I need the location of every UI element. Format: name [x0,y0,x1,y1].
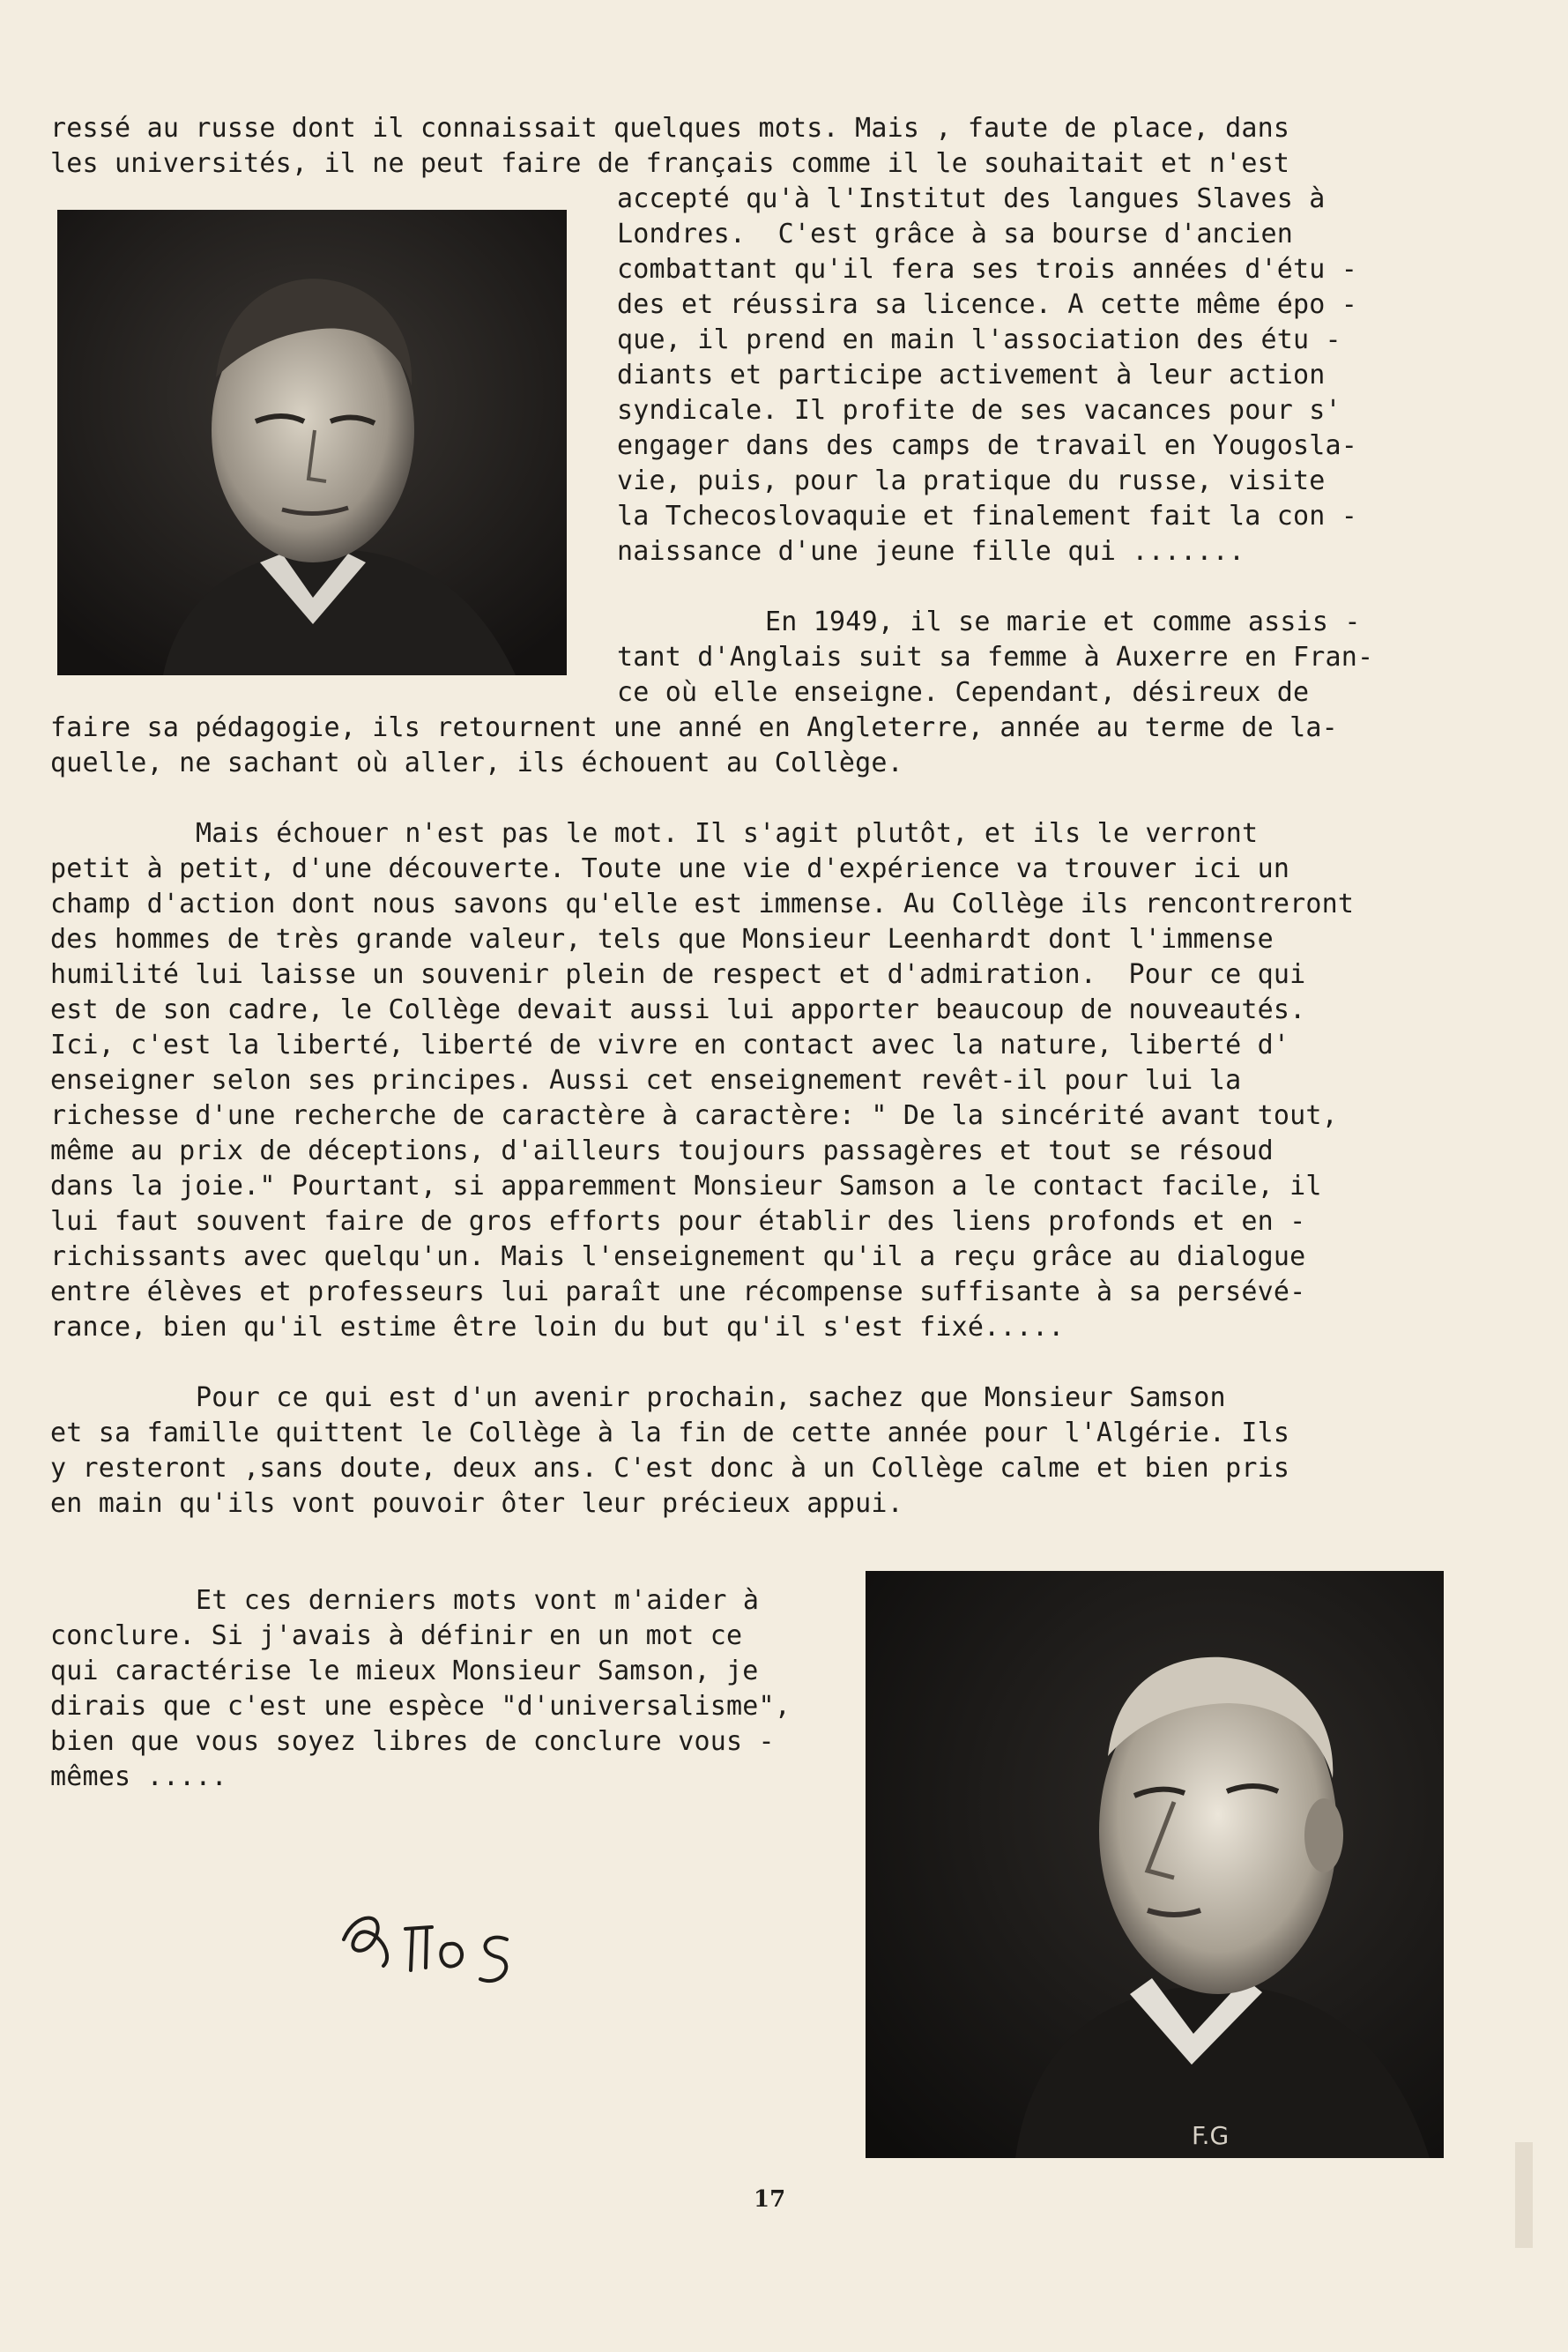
text-line: qui caractérise le mieux Monsieur Samson, je [50,1656,759,1686]
text-line: Mais échouer n'est pas le mot. Il s'agit plutôt, et ils le verront [196,818,1259,849]
text-line: dirais que c'est une espèce "d'universalisme", [50,1691,791,1722]
text-line: quelle, ne sachant où aller, ils échouent au Collège. [50,748,903,778]
text-line: dans la joie." Pourtant, si apparemment Monsieur Samson a le contact facile, il [50,1171,1322,1202]
text-line: Et ces derniers mots vont m'aider à [196,1585,760,1616]
scan-smudge [1515,2142,1533,2248]
portrait-photo-top [57,210,567,675]
text-line: est de son cadre, le Collège devait aussi lui apporter beaucoup de nouveautés. [50,994,1306,1025]
text-line: richesse d'une recherche de caractère à caractère: " De la sincérité avant tout, [50,1100,1338,1131]
text-line: ce où elle enseigne. Cependant, désireux de [617,677,1310,708]
text-line: tant d'Anglais suit sa femme à Auxerre en Fran- [617,642,1374,673]
text-line: En 1949, il se marie et comme assis - [765,607,1361,637]
text-line: rance, bien qu'il estime être loin du but qu'il s'est fixé..... [50,1312,1065,1343]
signature [335,1904,520,2001]
text-line: des hommes de très grande valeur, tels que Monsieur Leenhardt dont l'immense [50,924,1274,955]
text-line: combattant qu'il fera ses trois années d'étu - [617,254,1358,285]
text-line: Ici, c'est la liberté, liberté de vivre en contact avec la nature, liberté d' [50,1030,1290,1061]
text-line: Londres. C'est grâce à sa bourse d'ancien [617,219,1293,249]
text-line: la Tchecoslovaquie et finalement fait la con - [617,501,1358,532]
text-line: naissance d'une jeune fille qui ....... [617,536,1245,567]
text-line: petit à petit, d'une découverte. Toute une vie d'expérience va trouver ici un [50,853,1290,884]
text-line: faire sa pédagogie, ils retournent une anné en Angleterre, année au terme de la- [50,712,1338,743]
text-line: des et réussira sa licence. A cette même épo - [617,289,1358,320]
text-line: lui faut souvent faire de gros efforts pour établir des liens profonds et en - [50,1206,1306,1237]
portrait-photo-bottom [866,1571,1444,2158]
text-line: champ d'action dont nous savons qu'elle est immense. Au Collège ils rencontreront [50,889,1355,919]
text-line: en main qu'ils vont pouvoir ôter leur précieux appui. [50,1488,903,1519]
text-line: que, il prend en main l'association des étu - [617,324,1341,355]
text-line: les universités, il ne peut faire de français comme il le souhaitait et n'est [50,148,1290,179]
text-line: Pour ce qui est d'un avenir prochain, sachez que Monsieur Samson [196,1382,1226,1413]
text-line: syndicale. Il profite de ses vacances pour s' [617,395,1341,426]
text-line: même au prix de déceptions, d'ailleurs toujours passagères et tout se résoud [50,1135,1274,1166]
text-line: humilité lui laisse un souvenir plein de respect et d'admiration. Pour ce qui [50,959,1306,990]
text-line: richissants avec quelqu'un. Mais l'enseignement qu'il a reçu grâce au dialogue [50,1241,1306,1272]
text-line: vie, puis, pour la pratique du russe, visite [617,465,1326,496]
text-line: accepté qu'à l'Institut des langues Slaves à [617,183,1326,214]
page-number: 17 [754,2186,786,2213]
text-line: entre élèves et professeurs lui paraît une récompense suffisante à sa persévé- [50,1276,1306,1307]
svg-text:F.G: F.G [1192,2121,1230,2150]
text-line: conclure. Si j'avais à définir en un mot ce [50,1620,743,1651]
text-line: enseigner selon ses principes. Aussi cet enseignement revêt-il pour lui la [50,1065,1242,1096]
text-line: engager dans des camps de travail en Yougosla- [617,430,1358,461]
text-line: ressé au russe dont il connaissait quelques mots. Mais , faute de place, dans [50,113,1290,144]
text-line: y resteront ,sans doute, deux ans. C'est donc à un Collège calme et bien pris [50,1453,1290,1484]
text-line: diants et participe activement à leur action [617,360,1326,391]
text-line: mêmes ..... [50,1761,227,1792]
text-line: et sa famille quittent le Collège à la fin de cette année pour l'Algérie. Ils [50,1418,1290,1448]
text-line: bien que vous soyez libres de conclure vous - [50,1726,775,1757]
